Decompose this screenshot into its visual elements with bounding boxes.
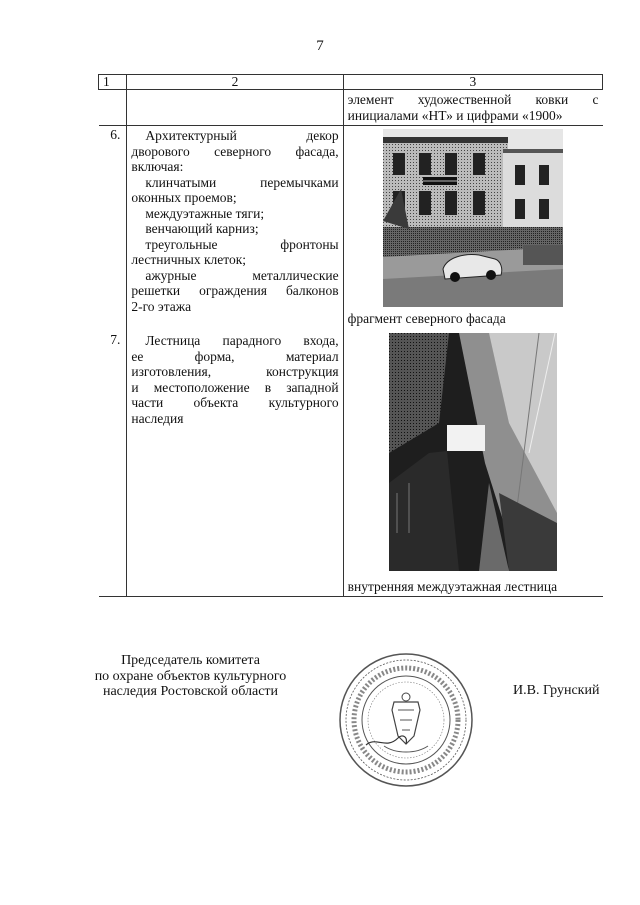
table-row-continuation [99,90,603,126]
row-7-description: Лестница парадного входа, ее форма, материал изготовления, конструкция и местоположение в западной части объекта культурного наследия [127,331,343,597]
north-facade-caption: фрагмент северного фасада [347,311,506,326]
row-6-photo-cell [343,126,602,332]
staircase-caption: внутренняя междуэтажная лестница [347,579,558,594]
header-col-3: 3 [343,75,602,90]
table-row-6 [99,126,603,332]
official-seal-stamp [336,650,476,790]
row-6-description: Архитектурный декор дворового северного фасада, включая: клинчатыми перемычками оконных проемов; междуэтажные тяги; венчающий карниз; треугольные фронтоны лестничных клеток; ажурные металлические решетки ограждения балконов 2-го этажа [127,126,343,332]
header-col-2: 2 [127,75,343,90]
signature-title: Председатель комитета по охране объектов культурного наследия Ростовской области [94,653,287,699]
table-header-row [99,75,603,90]
page-number: 7 [316,38,324,54]
heritage-table [98,74,603,597]
row-7-photo-cell [343,331,602,597]
north-facade-photo [383,129,563,307]
row-number: 7. [110,332,121,347]
continuation-text: элемент художественной ковки с инициалами «НТ» и цифрами «1900» [343,90,602,126]
header-col-1: 1 [99,75,127,90]
staircase-photo [389,333,557,571]
row-number: 6. [110,127,121,142]
signer-name: И.В. Грунский [513,683,600,698]
table-row-7 [99,331,603,597]
